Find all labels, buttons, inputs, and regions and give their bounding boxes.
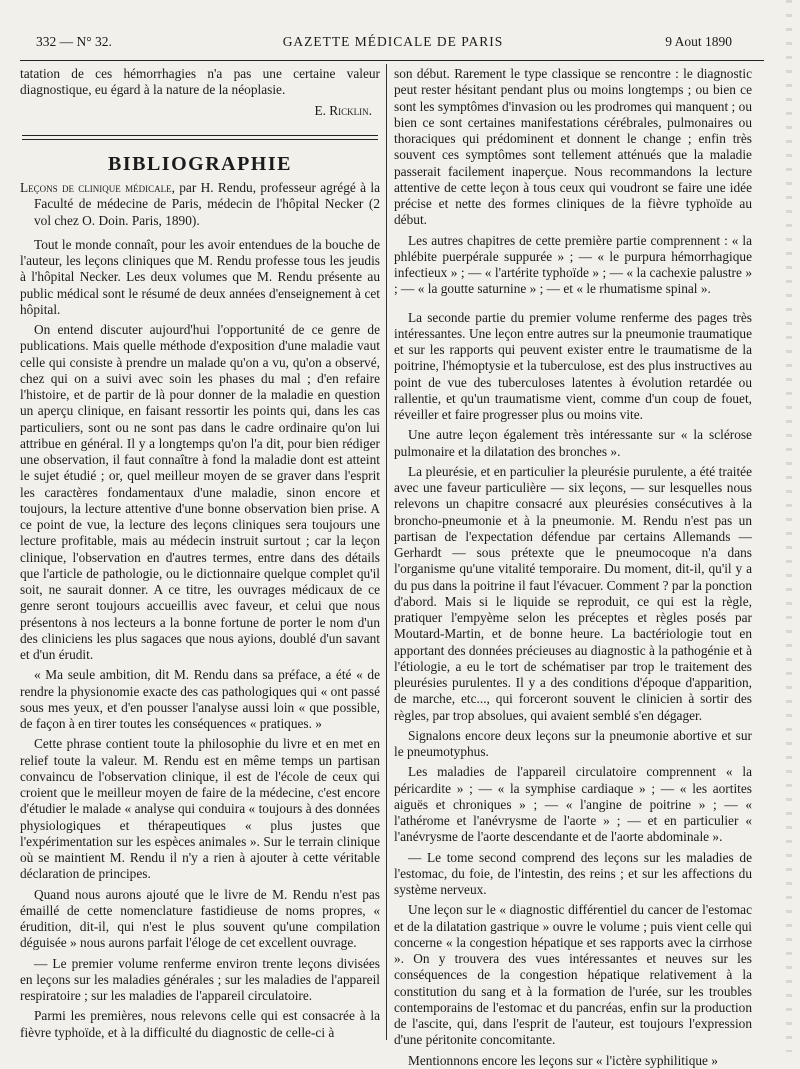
running-header	[18, 34, 768, 56]
page-number: 332 — N° 32.	[36, 34, 112, 49]
paragraph: Une autre leçon également très intéressante sur « la sclérose pulmonaire et la dilatation des bronches ».	[394, 427, 752, 459]
book-title: Leçons de clinique médicale,	[20, 180, 175, 195]
paragraph: son début. Rarement le type classique se rencontre : le diagnostic peut rester hésitant pendant plus ou moins longtemps ; ou bien ce sont les symptômes d'invasion ou les prodromes qui manquent ; ou bien ce sont certaines manifestations cérébrales, pulmonaires ou thoraciques qui prédominent et donnent le change ; enfin très souvent ces symptômes sont tellement atténués que la maladie passerait facilement inaperçue. Nous recommandons la lecture attentive de cette leçon à tous ceux qui voudront se faire une idée précise et nette des formes cliniques de la fièvre typhoïde au début.	[394, 66, 752, 228]
paragraph: La seconde partie du premier volume renferme des pages très intéressantes. Une leçon entre autres sur la pneumonie traumatique et sur les rapports qui peuvent exister entre le traumatisme de la poitrine, l'hémoptysie et la tuberculose, est des plus instructives au point de vue des tuberculoses latentes à évolution retardée ou rallentie, et qu'un traumatisme vient, comme d'un coup de fouet, réveiller et faire progresser plus ou moins vite.	[394, 309, 752, 422]
paragraph: Les maladies de l'appareil circulatoire comprennent « la péricardite » ; — « la symphise cardiaque » ; — « les aortites aiguës et chroniques » ; — « l'angine de poitrine » ; — « l'athérome et l'anévrysme de l'aorte » ; — et en particulier « l'anévrysme de l'aorte descendante et de l'aorte abdominale ».	[394, 764, 752, 845]
paragraph: — Le premier volume renferme environ trente leçons divisées en leçons sur les maladies générales ; sur les maladies de l'appareil respiratoire ; sur les maladies de l'appareil circulatoire.	[20, 955, 380, 1003]
paragraph: Mentionnons encore les leçons sur « l'ictère syphilitique »	[408, 1052, 718, 1068]
paragraph: « Ma seule ambition, dit M. Rendu dans sa préface, a été « de rendre la physionomie exacte des cas pathologiques qui « ont passé sous mes yeux, et d'en pousser l'analyse aussi loin « que possible, de façon à en tirer toutes les conséquences « pratiques. »	[20, 667, 380, 731]
author-signature: E. Ricklin.	[314, 102, 372, 118]
paragraph: Cette phrase contient toute la philosophie du livre et en met en relief toute la valeur. M. Rendu est en même temps un partisan convaincu de l'observation clinique, il est de l'école de ceux qui croient que le meilleur moyen de faire de la médecine, c'est encore d'étudier le malade « analyse qui conduira « toujours à des données physiologiques et thérapeutiques « plus justes que l'expérimentation sur les espèces animales ». Sur le terrain clinique où se maintient M. Rendu il n'y a rien à ajouter à cette véritable déclaration de principes.	[20, 736, 380, 882]
book-reference	[20, 180, 380, 229]
section-title: BIBLIOGRAPHIE	[108, 152, 292, 175]
page-edge-marks	[786, 0, 792, 1052]
spacer	[394, 302, 752, 310]
paragraph: Quand nous aurons ajouté que le livre de M. Rendu n'est pas émaillé de cette nomenclature fastidieuse de noms propres, « érudition, dit-il, qui n'est le plus souvent qu'une compilation déguisée » nous aurons parfait l'éloge de cet excellent ouvrage.	[20, 886, 380, 951]
right-column	[394, 66, 752, 1068]
paragraph: — Le tome second comprend des leçons sur les maladies de l'estomac, du foie, de l'intestin, des reins ; et sur les affections du système nerveux.	[394, 849, 752, 897]
left-column	[20, 66, 380, 1038]
column-divider	[386, 64, 387, 1040]
paragraph: On entend discuter aujourd'hui l'opportunité de ce genre de publications. Mais quelle méthode d'exposition d'une maladie vaut celle qui consiste à prendre un malade qu'on a vu, qu'on a observé, chez qui on a suivi avec soin les phases du mal ; d'en refaire l'histoire, et de partir de là pour donner de la maladie en question un aperçu clinique, en faisant ressortir les points qui, dans les cas particuliers, sont ou ne sont pas dans le cadre ordinaire qu'on lui attribue en général. Il y a longtemps qu'on l'a dit, pour bien rédiger une observation, il faut connaître à fond la maladie dont est atteint le sujet étudié ; or, quel meilleur moyen de se graver dans l'esprit les caractères fondamentaux d'une maladie, sinon encore et toujours, la lecture attentive d'une bonne observation bien prise. A ce point de vue, la lecture des leçons cliniques sera toujours une lecture profitable, mais au médecin instruit surtout ; car la leçon clinique, l'observation en d'autres termes, entre dans des détails que l'article de pathologie, ou le dictionnaire quelque complet qu'il soit, ne saurait donner. A ce titre, les ouvrages médicaux de ce genre seront toujours accueillis avec faveur, et celui que nous présentons à nos lecteurs a la bonne fortune de porter le nom d'un des cliniciens les plus sagaces que nous ayions, doublé d'un savant et d'un érudit.	[20, 322, 380, 662]
paragraph: La pleurésie, et en particulier la pleurésie purulente, a été traitée avec une faveur particulière — six leçons, — sur lesquelles nous relevons un chapitre consacré aux pleurésies consécutives à la broncho-pneumonie et à la pneumonie. M. Rendu n'est pas un partisan de l'expectation défendue par certains Allemands — Gerhardt — sous prétexte que le pneumocoque n'a dans l'organisme qu'une vitalité temporaire. Du moment, dit-il, qu'il y a du pus dans la poitrine il faut l'évacuer. Comment ? par la ponction d'abord. Mais si le liquide se reproduit, ce qui est la règle, pratiquer l'empyème selon les préceptes et règles posés par Moutard-Martin, et de bonne heure. La bactériologie tout en apportant des données précieuses au diagnostic à la pathogénie et à l'étiologie, a eu le tort de schématiser par trop le traitement des pleurésies purulentes. Il y a des conditions d'époque d'apparition, de marche, etc..., qui forceront souvent le clinicien à sortir des règles, par trop absolues, qui avaient semblé s'en dégager.	[394, 463, 752, 723]
paragraph: Une leçon sur le « diagnostic différentiel du cancer de l'estomac et de la dilatation gastrique » ouvre le volume ; puis vient celle qui concerne « la congestion hépatique et ses rapports avec la cirrhose ». On y trouvera des vues intéressantes et neuves sur les conséquences de la congestion hépatique relativement à la constitution du sang et à la formation de l'urée, sur les troubles contemporains de l'estomac et du pancréas, enfin sur la production de l'ascite, qui, dans l'esprit de l'auteur, est toujours l'expression d'une péritonite concomitante.	[394, 902, 752, 1048]
journal-title: GAZETTE MÉDICALE DE PARIS	[282, 34, 504, 49]
issue-date: 9 Aout 1890	[665, 34, 732, 49]
book-details: par H. Rendu, professeur agrégé à la Faculté de médecine de Paris, médecin de l'hôpital Necker (2 vol chez O. Doin. Paris, 1890).	[34, 180, 380, 228]
section-rule	[22, 135, 378, 140]
paragraph: Parmi les premières, nous relevons celle qui est consacrée à la fièvre typhoïde, et à la difficulté du diagnostic de celle-ci à	[20, 1008, 380, 1040]
paragraph: Les autres chapitres de cette première partie comprennent : « la phlébite puerpérale suppurée » ; — « le purpura hémorrhagique infectieux » ; — « l'artérite typhoïde » ; — « la cachexie palustre » ; — « la goutte saturnine » ; — et « le rhumatisme spinal ».	[394, 232, 752, 297]
paragraph: Signalons encore deux leçons sur la pneumonie abortive et sur le pneumotyphus.	[394, 727, 752, 759]
paragraph: Tout le monde connaît, pour les avoir entendues de la bouche de l'auteur, les leçons cliniques que M. Rendu professe tous les jeudis à l'hôpital Necker. Les deux volumes que M. Rendu présente au public médical sont le résumé de deux années d'enseignement à cet hôpital.	[20, 236, 380, 317]
intro-paragraph: tatation de ces hémorrhagies n'a pas une certaine valeur diagnostique, eu égard à la nature de la néoplasie.	[20, 66, 380, 98]
header-rule	[20, 60, 764, 61]
